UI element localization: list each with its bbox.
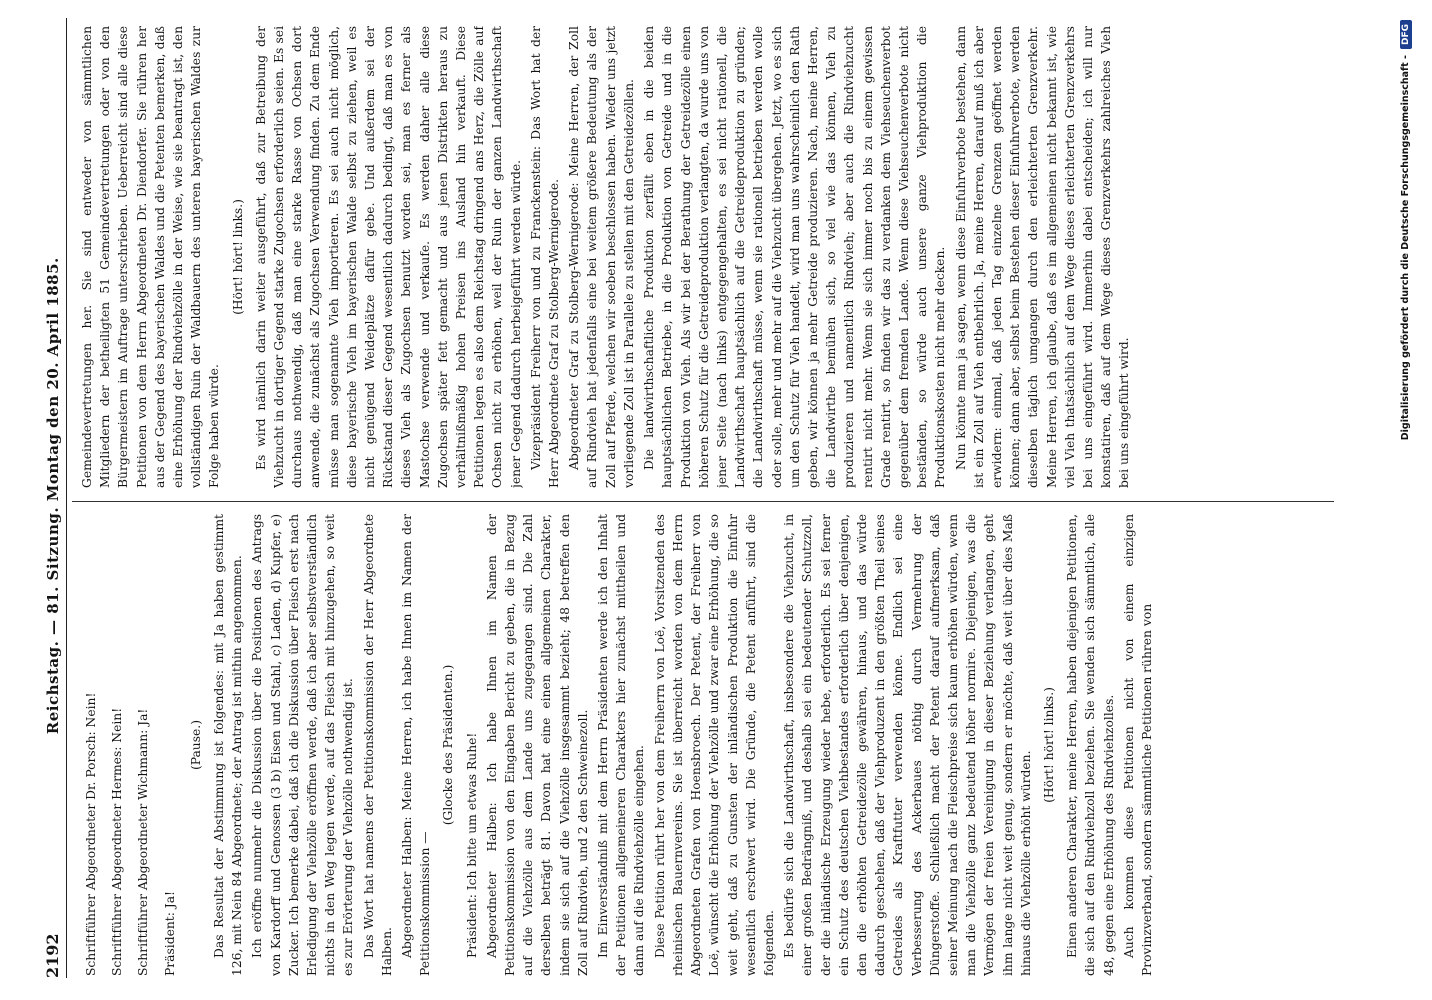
digitization-credit <box>1400 20 1412 780</box>
page-number: 2192 <box>43 933 62 978</box>
credit-text: Digitalisierung gefördert durch die Deutsche Forschungsgemeinschaft - <box>1400 55 1411 441</box>
paragraph: Präsident: Ich bitte um etwas Ruhe! <box>464 732 479 958</box>
running-head: Reichstag. — 81. Sitzung. Montag den 20. April 1885. <box>44 257 62 735</box>
paragraph: Es bedürfe sich die Landwirthschaft, insbesondere die Viehzucht, in einer großen Bedrängniß, und deshalb sei ein bedeutender Schutzzoll, der die inländische Erzeugung wieder hebe, erforderlich. Es sei ferner ein Schutz des deutschen Viehbestandes erforderlich über denjenigen, den die erhöhten Getreidezölle gewähren, hinaus, und das würde dadurch geschehen, daß der Viehproduzent in den größten Theil seines Getreides als Kraftfutter verwenden könne. Endlich sei eine Verbesserung des Ackerbaues nöthig durch Vermehrung der Düngerstoffe. Schließlich macht der Petent darauf aufmerksam, daß seiner Meinung nach die Fleischpreise sich kaum erhöhen würden, wenn man die Viehzölle ganz bedeutend höher normire. Diejenigen, was die Vermögen der freien Vereinigung in dieser Beziehung verlangen, geht ihm lange nicht weit genug, sondern er möchte, daß weit über dies Maß hinaus die Viehzölle erhöht würden. <box>782 514 1033 976</box>
vote-line: Präsident: Ja! <box>162 891 177 976</box>
paragraph: Vizepräsident Freiherr von und zu Franckenstein: Das Wort hat der Herr Abgeordnete Graf zu Stolberg-Wernigerode. <box>528 26 562 488</box>
paragraph: Im Einverständniß mit dem Herrn Präsidenten werde ich den Inhalt der Petitionen allgemeineren Charakters hier zunächst mittheilen und dann auf die Rindviehzölle eingehen. <box>596 514 647 976</box>
paragraph: Diese Petition rührt her von dem Freiherrn von Loë, Vorsitzenden des rheinischen Bauernvereins. Sie ist überreicht worden von dem Herrn Abgeordneten Grafen von Hoensbroech. Der Petent, der Freiherr von Loë, wünscht die Erhöhung der Viehzölle und zwar eine Erhöhung, die so weit geht, daß zu Gunsten der inländischen Produktion die Einfuhr wesentlich erschwert wird. Die Gründe, die Petent anführt, sind die folgenden. <box>652 514 776 976</box>
paragraph: Das Resultat der Abstimmung ist folgendes: mit Ja haben gestimmt 126, mit Nein 84 Abgeordnete; der Antrag ist mithin angenommen. <box>212 514 245 976</box>
paragraph: Abgeordneter Halben: Meine Herren, ich habe Ihnen im Namen der Petitionskommission — <box>400 514 433 976</box>
paragraph: Nun könnte man ja sagen, wenn diese Einfuhrverbote bestehen, dann ist ein Zoll auf Vieh entbehrlich. Ja, meine Herren, darauf muß ich aber erwidern: einmal, daß jeden Tag einzelne Grenzen geöffnet werden können; dann aber, selbst beim Bestehen dieser Einfuhrverbote, werden dieselben täglich umgangen durch den erleichterten Grenzverkehr. Meine Herren, ich glaube, daß es im allgemeinen nicht bekannt ist, wie viel Vieh thatsächlich auf dem Wege dieses erleichterten Grenzverkehrs bei uns eingeführt wird. Immerhin dabei entscheiden; ich will nur konstatiren, daß auf dem Wege dieses Grenzverkehrs zahlreiches Vieh bei uns eingeführt wird. <box>953 26 1132 488</box>
stage-direction: (Hört! hört! links.) <box>1041 687 1056 803</box>
stage-direction: (Pause.) <box>188 719 203 771</box>
paragraph: Einen anderen Charakter, meine Herren, haben diejenigen Petitionen, die sich auf den Rindviehzoll beziehen. Sie wenden sich sämmtlich, alle 48, gegen eine Erhöhung des Rindviehzolles. <box>1065 514 1116 976</box>
paragraph: Gemeindevertretungen her. Sie sind entweder von sämmtlichen Mitgliedern der betheiligten 51 Gemeindevertretungen oder von den Bürgermeistern im Auftrage unterschrieben. Ueberreicht sind alle diese Petitionen von dem Herrn Abgeordneten Dr. Diendorfer. Sie rühren her aus der Gegend des bayerischen Waldes und die Petenten bemerken, daß eine Erhöhung der Rindviehzölle in der Weise, wie sie beantragt ist, den vollständigen Ruin der Waldbauern des unteren bayerischen Waldes zur Folge haben würde. <box>80 26 222 488</box>
paragraph: Abgeordneter Graf zu Stolberg-Wernigerode: Meine Herren, der Zoll auf Rindvieh hat jedenfalls eine bei weitem größere Bedeutung als der Zoll auf Pferde, welchen wir soeben beschlossen haben. Wieder uns jetzt vorliegende Zoll ist in Parallele zu stellen mit den Getreidezöllen. <box>567 26 636 488</box>
paragraph: Die landwirthschaftliche Produktion zerfällt eben in die beiden hauptsächlichen Betriebe, in die Produktion von Getreide und in die Produktion von Vieh. Als wir bei der Berathung der Getreidezölle einen höheren Schutz für die Getreideproduktion verlangten, da wurde uns von jener Seite (nach links) entgegengehalten, es sei nicht rationell, die Landwirthschaft hauptsächlich auf die Getreideproduktion zu gründen; die Landwirthschaft müsse, wenn sie rationell betrieben werden wolle oder solle, mehr und mehr auf die Viehzucht übergehen. Jetzt, wo es sich um den Schutz für Vieh handelt, wird man uns wahrscheinlich den Rath geben, wir können ja mehr Getreide produzieren. Nach, meine Herren, die Landwirthe bemühen sich, so viel wie das können, Vieh zu produzieren und namentlich Rindvieh; aber auch die Rindviehzucht rentirt nicht mehr. Wenn sie sich immer noch bis zu einem gewissen Grade rentirt, so finden wir das zu verdanken dem Viehseuchenverbot gegenüber dem fremden Lande. Wenn diese Viehseuchenverbote nicht beständen, so würde auch unsere ganze Viehproduktion die Produktionskosten nicht mehr decken. <box>642 26 948 488</box>
vote-line: Schriftführer Abgeordneter Dr. Porsch: Nein! <box>84 692 98 976</box>
page-header <box>22 18 67 978</box>
dfg-logo: DFG <box>1400 20 1412 49</box>
stage-direction: (Glocke des Präsidenten.) <box>441 664 456 826</box>
paragraph: Ich eröffne nunmehr die Diskussion über die Positionen des Antrags von Kardorff und Genossen (3 b) Eisen und Stahl, c) Laden, d) Kupfer, e) Zucker. Ich bemerke dabei, daß ich die Diskussion über Fleisch erst nach Erledigung der Viehzölle eröffnen werde, daß ich aber selbstverständlich nichts in den Weg legen werde, auf das Fleisch mit hinzugehen, so weit es zur Erörterung der Viehzölle nothwendig ist. <box>250 514 356 976</box>
column-divider <box>72 501 1334 502</box>
vote-line: Schriftführer Abgeordneter Wichmann: Ja! <box>136 708 151 976</box>
stage-direction: (Hört! hört! links.) <box>230 199 245 315</box>
right-text-column <box>78 26 1328 488</box>
left-text-column <box>78 514 1328 976</box>
paragraph: Abgeordneter Halben: Ich habe Ihnen im Namen der Petitionskommission von den Eingaben Bericht zu geben, die in Bezug auf die Viehzölle aus dem Lande uns zugegangen sind. Die Zahl derselben beträgt 81. Davon hat eine einen allgemeinen Charakter, indem sie sich auf die Viehzölle insgesammt bezieht; 48 betreffen den Zoll auf Rindvieh, und 2 den Schweinezoll. <box>484 514 590 976</box>
paragraph: Es wird nämlich darin weiter ausgeführt, daß zur Betreibung der Viehzucht in dortiger Gegend starke Zugochsen erforderlich seien. Es sei durchaus nothwendig, daß man eine starke Rasse von Ochsen dort anwende, die zunächst als Zugochsen Verwendung finden. Zu dem Ende müsse man sogenannte Vieh importieren. Es sei auch nicht möglich, diese bayerische Vieh im bayerischen Walde selbst zu ziehen, weil es nicht genügend Weideplätze dafür gebe. Und außerdem sei der Rückstand dieser Gegend wesentlich dadurch bedingt, daß man es von dieses Vieh als Zugochsen benutzt worden sei, man es ferner als Mastochse verwende und verkaufe. Es werden daher alle diese Zugochsen später fett gemacht und aus jenen Distrikten heraus zu verhältnißmäßig hohen Preisen ins Ausland hin verkauft. Diese Petitionen legen es also dem Reichstag dringend ans Herz, die Zölle auf Ochsen nicht zu erhöhen, weil der Ruin der ganzen Landwirthschaft jener Gegend dadurch herbeigeführt werden würde. <box>253 26 523 488</box>
paragraph: Das Wort hat namens der Petitionskommission der Herr Abgeordnete Halben. <box>361 514 394 976</box>
vote-line: Schriftführer Abgeordneter Hermes: Nein! <box>110 707 125 976</box>
paragraph: Auch kommen diese Petitionen nicht von einem einzigen Provinzverband, sondern sämmtliche Petitionen rühren von <box>1121 514 1154 976</box>
